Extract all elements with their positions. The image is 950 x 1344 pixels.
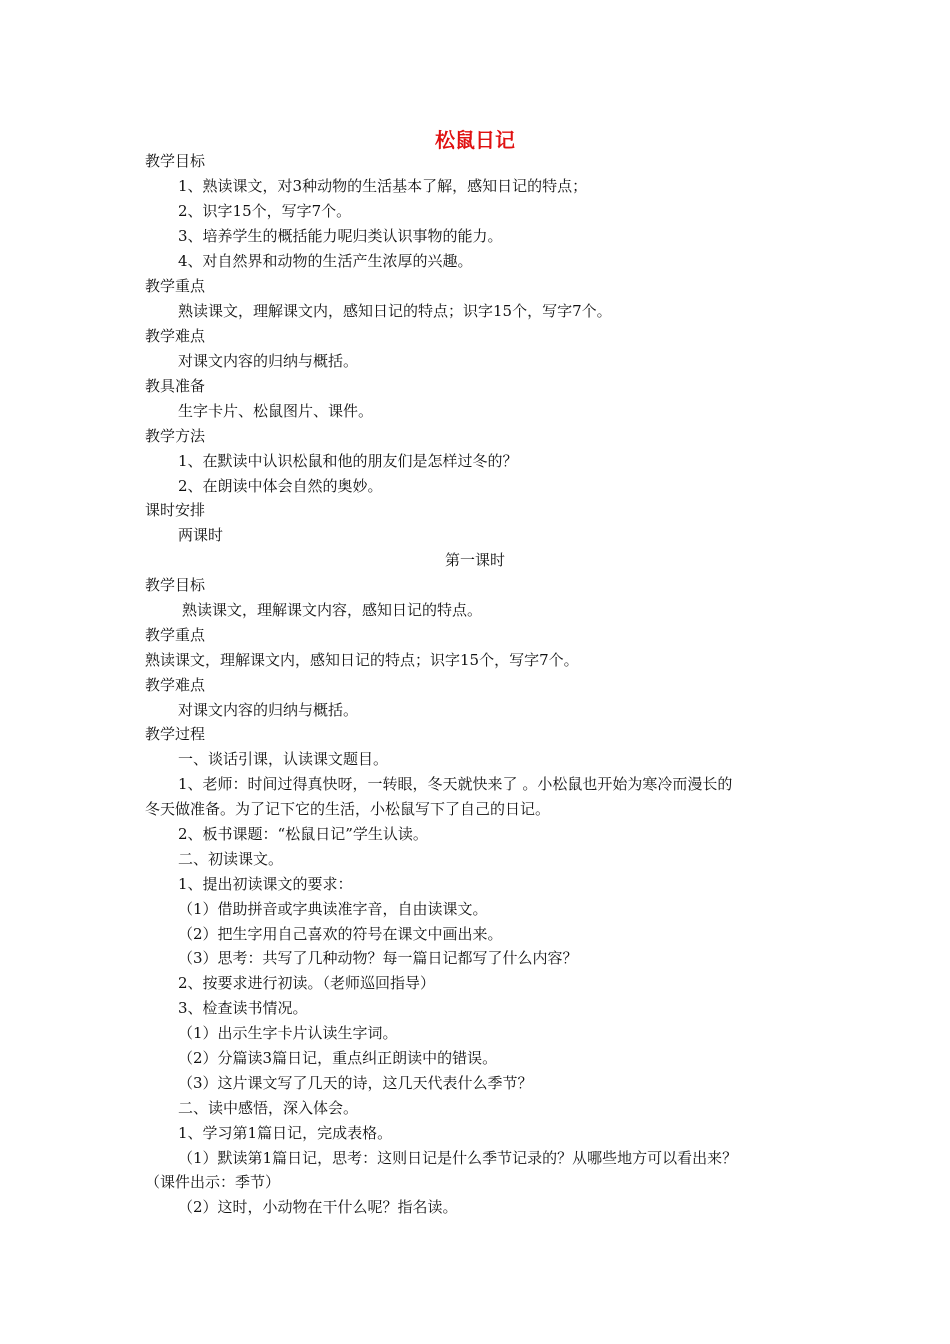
- paragraph: 一、谈话引课，认读课文题目。: [178, 750, 389, 768]
- paragraph: （2）这时，小动物在干什么呢？指名读。: [178, 1198, 458, 1216]
- paragraph: （3）思考：共写了几种动物？每一篇日记都写了什么内容？: [178, 949, 578, 967]
- paragraph: 对课文内容的归纳与概括。: [178, 701, 359, 719]
- paragraph: 2、板书课题：“松鼠日记”学生认读。: [178, 825, 428, 843]
- paragraph: 2、按要求进行初读。（老师巡回指导）: [178, 974, 436, 992]
- paragraph: 4、对自然界和动物的生活产生浓厚的兴趣。: [178, 252, 473, 270]
- section-title-first-lesson: 第一课时: [444, 551, 505, 569]
- paragraph: 熟读课文，理解课文内，感知日记的特点；识字15个，写字7个。: [178, 302, 612, 320]
- paragraph: 1、老师：时间过得真快呀，一转眼，冬天就快来了 。小松鼠也开始为寒冷而漫长的: [178, 775, 733, 793]
- heading-teaching-goals: 教学目标: [145, 152, 206, 170]
- paragraph: 二、初读课文。: [178, 850, 284, 868]
- heading-materials: 教具准备: [145, 377, 206, 395]
- heading-process: 教学过程: [145, 725, 206, 743]
- heading-difficulties: 教学难点: [145, 327, 206, 345]
- paragraph: （3）这片课文写了几天的诗，这几天代表什么季节？: [178, 1074, 533, 1092]
- paragraph: 两课时: [178, 526, 224, 544]
- paragraph: （1）借助拼音或字典读准字音，自由读课文。: [178, 900, 488, 918]
- paragraph: 熟读课文，理解课文内容，感知日记的特点。: [182, 601, 483, 619]
- paragraph: 二、读中感悟，深入体会。: [178, 1099, 359, 1117]
- paragraph: （1）默读第1篇日记，思考：这则日记是什么季节记录的？从哪些地方可以看出来？: [178, 1149, 738, 1167]
- heading-teaching-goals: 教学目标: [145, 576, 206, 594]
- paragraph: 1、在默读中认识松鼠和他的朋友们是怎样过冬的？: [178, 452, 518, 470]
- paragraph: 1、熟读课文，对3种动物的生活基本了解，感知日记的特点；: [178, 177, 588, 195]
- paragraph: （2）分篇读3篇日记，重点纠正朗读中的错误。: [178, 1049, 498, 1067]
- paragraph: 熟读课文，理解课文内，感知日记的特点；识字15个，写字7个。: [145, 651, 579, 669]
- heading-difficulties: 教学难点: [145, 676, 206, 694]
- paragraph: 2、在朗读中体会自然的奥妙。: [178, 477, 383, 495]
- paragraph: 对课文内容的归纳与概括。: [178, 352, 359, 370]
- document-title: 松鼠日记: [435, 128, 515, 152]
- heading-key-points: 教学重点: [145, 626, 206, 644]
- paragraph: 生字卡片、松鼠图片、课件。: [178, 402, 374, 420]
- heading-methods: 教学方法: [145, 427, 206, 445]
- paragraph: （课件出示：季节）: [145, 1173, 281, 1191]
- heading-key-points: 教学重点: [145, 277, 206, 295]
- paragraph: 2、识字15个，写字7个。: [178, 202, 352, 220]
- heading-schedule: 课时安排: [145, 501, 206, 519]
- paragraph: （2）把生字用自己喜欢的符号在课文中画出来。: [178, 925, 503, 943]
- paragraph: （1）出示生字卡片认读生字词。: [178, 1024, 398, 1042]
- paragraph: 3、培养学生的概括能力呢归类认识事物的能力。: [178, 227, 503, 245]
- paragraph: 冬天做准备。为了记下它的生活，小松鼠写下了自己的日记。: [145, 800, 551, 818]
- paragraph: 3、检查读书情况。: [178, 999, 308, 1017]
- paragraph: 1、学习第1篇日记，完成表格。: [178, 1124, 393, 1142]
- paragraph: 1、提出初读课文的要求：: [178, 875, 353, 893]
